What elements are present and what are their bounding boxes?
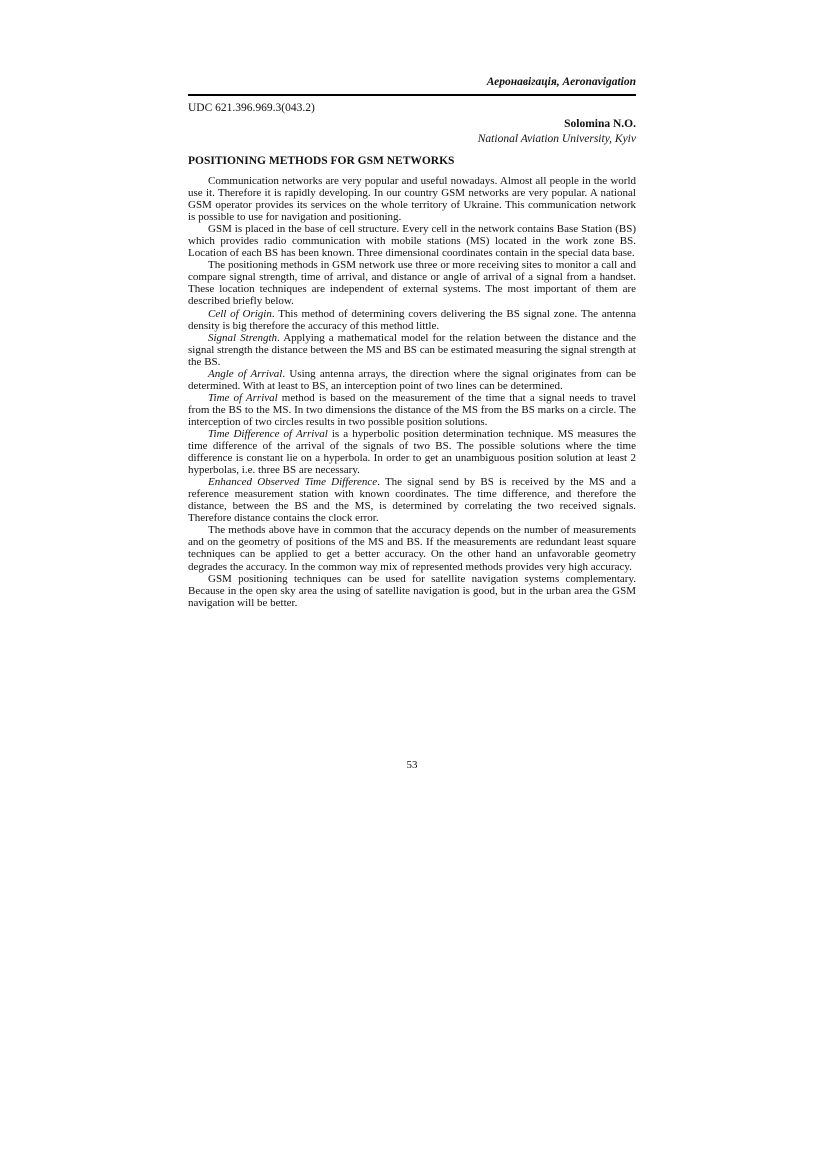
article-body — [188, 175, 636, 609]
paragraph-cell-of-origin — [188, 308, 636, 332]
method-term: Angle of Arrival — [208, 367, 283, 380]
method-term: Signal Strength — [208, 331, 278, 344]
paragraph-text: . This method of determining covers delivering the BS signal zone. The antenna density is big therefore the accuracy of this method little. — [188, 307, 636, 332]
paragraph-positioning-methods — [188, 259, 636, 307]
method-term: Cell of Origin — [208, 307, 272, 320]
paragraph-text: Communication networks are very popular and useful nowadays. Almost all people in the world use it. Therefore it is rapidly developing. In our country GSM networks are very popular. A national GSM operator provides its services on the whole territory of Ukraine. This communication network is possible to use for navigation and positioning. — [188, 175, 636, 224]
method-term: Time Difference of Arrival — [208, 427, 328, 440]
paragraph-text: The methods above have in common that the accuracy depends on the number of measurements and on the geometry of positions of the MS and BS. If the measurements are redundant least square techniques can be applied to get a better accuracy. On the other hand an unfavorable geometry degrades the accuracy. In the common way mix of represented methods provides very high accuracy. — [188, 524, 636, 573]
author-affiliation: National Aviation University, Kyiv — [477, 133, 636, 145]
page-number: 53 — [406, 759, 418, 771]
paragraph-text: method is based on the measurement of the time that a signal needs to travel from the BS to the MS. In two dimensions the distance of the MS from the BS marks on a circle. The interception of two circles results in two possible position solutions. — [188, 391, 637, 428]
paragraph-text: is a hyperbolic position determination technique. MS measures the time difference of the arrival of the signals of two BS. The possible solutions where the time difference is constant lie on a hyperbola. In order to get an unambiguous position solution at least 2 hyperbolas, i.e. three BS are necessary. — [188, 427, 636, 477]
paragraph-tdoa — [188, 428, 636, 476]
running-head: Аеронавігація, Aeronavigation — [188, 75, 636, 96]
paragraph-conclusion — [188, 573, 636, 609]
paragraph-angle-of-arrival — [188, 368, 636, 392]
paragraph-accuracy — [188, 524, 636, 572]
paragraph-gsm-structure — [188, 223, 636, 259]
paragraph-text: . The signal send by BS is received by the MS and a reference measurement station with known coordinates. The time difference, and therefore the distance, between the BS and the MS, is determined by correlating the two received signals. Therefore distance contains the clock error. — [188, 476, 636, 525]
paragraph-text: . Using antenna arrays, the direction where the signal originates from can be determined. With at least to BS, an interception point of two lines can be determined. — [188, 367, 636, 392]
author-name: Solomina N.O. — [564, 118, 636, 130]
paragraph-text: GSM positioning techniques can be used for satellite navigation systems complementary. Because in the open sky area the using of satellite navigation is good, but in the urban area the GSM navigation will be better. — [188, 572, 636, 609]
paragraph-text: . Applying a mathematical model for the relation between the distance and the signal strength the distance between the MS and BS can be estimated measuring the signal strength at the BS. — [188, 331, 636, 368]
method-term: Time of Arrival — [208, 391, 278, 404]
paragraph-text: GSM is placed in the base of cell structure. Every cell in the network contains Base Station (BS) which provides radio communication with mobile stations (MS) located in the work zone BS. Location of each BS has been known. Three dimensional coordinates contain in the special data base. — [188, 223, 636, 260]
paragraph-time-of-arrival — [188, 392, 636, 428]
paragraph-intro — [188, 175, 636, 223]
journal-page — [188, 0, 636, 1169]
paragraph-signal-strength — [188, 332, 636, 368]
paragraph-text: The positioning methods in GSM network use three or more receiving sites to monitor a call and compare signal strength, time of arrival, and distance or angle of arrival of a signal from a handset. These location techniques are independent of external systems. The most important of them are described briefly below. — [188, 259, 636, 308]
method-term: Enhanced Observed Time Difference — [208, 476, 378, 489]
paragraph-eotd — [188, 476, 636, 524]
article-title: POSITIONING METHODS FOR GSM NETWORKS — [188, 155, 455, 167]
udc-code: UDC 621.396.969.3(043.2) — [188, 102, 315, 114]
